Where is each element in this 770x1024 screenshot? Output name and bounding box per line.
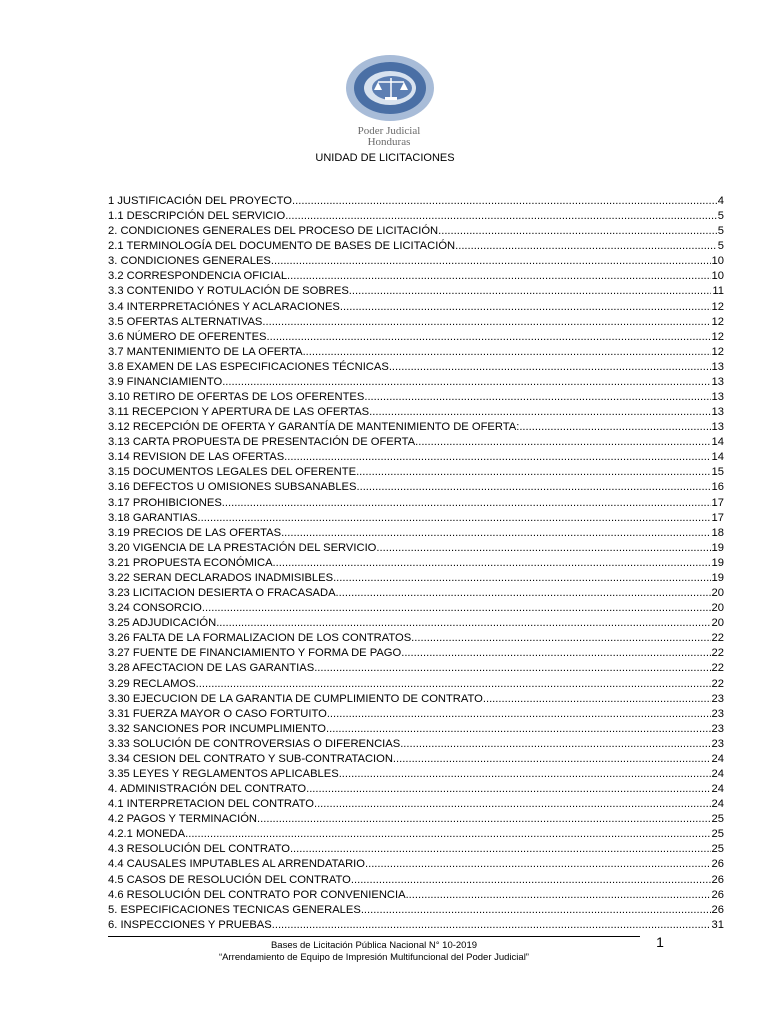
toc-entry-page: 19 bbox=[711, 541, 724, 554]
logo-text-line1: Poder Judicial bbox=[357, 125, 421, 137]
toc-entry-title: 3.33 SOLUCIÓN DE CONTROVERSIAS O DIFERENCIAS bbox=[108, 737, 401, 750]
toc-dot-leader bbox=[222, 496, 711, 511]
toc-entry[interactable] bbox=[108, 269, 724, 284]
toc-entry[interactable] bbox=[108, 465, 724, 480]
page-number: 1 bbox=[656, 934, 664, 950]
toc-entry-title: 3.2 CORRESPONDENCIA OFICIAL bbox=[108, 270, 288, 283]
toc-dot-leader bbox=[262, 315, 710, 330]
toc-entry-title: 4.5 CASOS DE RESOLUCIÓN DEL CONTRATO bbox=[108, 873, 351, 886]
toc-entry[interactable] bbox=[108, 284, 724, 299]
toc-dot-leader bbox=[285, 209, 717, 224]
toc-entry-title: 3.18 GARANTIAS bbox=[108, 511, 198, 524]
toc-entry-title: 2.1 TERMINOLOGÍA DEL DOCUMENTO DE BASES DE LICITACIÓN bbox=[108, 240, 456, 253]
toc-dot-leader bbox=[287, 269, 711, 284]
toc-entry-title: 3.7 MANTENIMIENTO DE LA OFERTA bbox=[108, 345, 303, 358]
toc-entry-title: 3.28 AFECTACION DE LAS GARANTIAS bbox=[108, 662, 315, 675]
toc-dot-leader bbox=[400, 737, 710, 752]
toc-dot-leader bbox=[411, 631, 710, 646]
toc-entry-page: 24 bbox=[711, 783, 724, 796]
toc-dot-leader bbox=[222, 375, 710, 390]
toc-entry-title: 3. CONDICIONES GENERALES bbox=[108, 255, 271, 268]
toc-entry-title: 3.15 DOCUMENTOS LEGALES DEL OFERENTE bbox=[108, 466, 357, 479]
toc-entry[interactable] bbox=[108, 707, 724, 722]
toc-entry-page: 24 bbox=[711, 798, 724, 811]
toc-entry-page: 20 bbox=[711, 617, 724, 630]
toc-dot-leader bbox=[356, 480, 710, 495]
footer-line-2: “Arrendamiento de Equipo de Impresión Multifuncional del Poder Judicial” bbox=[219, 952, 529, 963]
toc-entry-page: 19 bbox=[711, 571, 724, 584]
toc-entry-page: 11 bbox=[712, 285, 724, 298]
toc-entry[interactable] bbox=[108, 857, 724, 872]
toc-dot-leader bbox=[290, 842, 711, 857]
toc-entry-title: 3.16 DEFECTOS U OMISIONES SUBSANABLES bbox=[108, 481, 357, 494]
toc-entry-page: 13 bbox=[711, 406, 724, 419]
toc-entry[interactable] bbox=[108, 782, 724, 797]
toc-entry-title: 3.32 SANCIONES POR INCUMPLIMIENTO bbox=[108, 722, 326, 735]
toc-entry-page: 25 bbox=[711, 843, 724, 856]
toc-entry-page: 10 bbox=[711, 255, 724, 268]
toc-dot-leader bbox=[339, 767, 711, 782]
toc-entry[interactable] bbox=[108, 224, 724, 239]
footer-divider bbox=[108, 936, 640, 937]
toc-entry-title: 1.1 DESCRIPCIÓN DEL SERVICIO bbox=[108, 210, 286, 223]
toc-entry-title: 3.6 NÚMERO DE OFERENTES bbox=[108, 330, 267, 343]
judicial-seal-icon bbox=[340, 48, 440, 128]
toc-entry-title: 1 JUSTIFICACIÓN DEL PROYECTO bbox=[108, 195, 293, 207]
toc-dot-leader bbox=[284, 450, 710, 465]
toc-entry-page: 12 bbox=[711, 345, 724, 358]
toc-dot-leader bbox=[198, 511, 711, 526]
toc-entry[interactable] bbox=[108, 646, 724, 661]
toc-entry-title: 5. ESPECIFICACIONES TECNICAS GENERALES bbox=[108, 903, 361, 916]
toc-entry-page: 15 bbox=[711, 466, 724, 479]
unit-title: UNIDAD DE LICITACIONES bbox=[315, 152, 455, 164]
toc-dot-leader bbox=[202, 601, 711, 616]
toc-entry-page: 13 bbox=[711, 360, 724, 373]
toc-entry[interactable] bbox=[108, 661, 724, 676]
toc-entry[interactable] bbox=[108, 330, 724, 345]
toc-dot-leader bbox=[351, 873, 711, 888]
toc-entry[interactable] bbox=[108, 209, 724, 224]
toc-entry[interactable] bbox=[108, 375, 724, 390]
toc-dot-leader bbox=[303, 345, 711, 360]
toc-entry-page: 23 bbox=[711, 707, 724, 720]
toc-entry-title: 3.12 RECEPCIÓN DE OFERTA Y GARANTÍA DE MANTENIMIENTO DE OFERTA: bbox=[108, 421, 520, 434]
toc-entry-title: 3.9 FINANCIAMIENTO bbox=[108, 375, 223, 388]
toc-entry-page: 14 bbox=[711, 451, 724, 464]
toc-dot-leader bbox=[216, 616, 710, 631]
toc-entry-page: 26 bbox=[711, 858, 724, 871]
toc-entry[interactable] bbox=[108, 601, 724, 616]
toc-entry[interactable] bbox=[108, 616, 724, 631]
toc-entry-title: 3.14 REVISION DE LAS OFERTAS bbox=[108, 451, 285, 464]
toc-entry[interactable] bbox=[108, 571, 724, 586]
toc-entry-title: 4.6 RESOLUCIÓN DEL CONTRATO POR CONVENIENCIA bbox=[108, 888, 406, 901]
toc-entry-page: 22 bbox=[711, 662, 724, 675]
toc-dot-leader bbox=[389, 360, 711, 375]
toc-entry[interactable] bbox=[108, 631, 724, 646]
toc-entry-page: 17 bbox=[711, 496, 724, 509]
toc-entry-page: 12 bbox=[711, 315, 724, 328]
toc-dot-leader bbox=[306, 782, 710, 797]
toc-dot-leader bbox=[271, 254, 711, 269]
toc-entry[interactable] bbox=[108, 842, 724, 857]
toc-entry[interactable] bbox=[108, 315, 724, 330]
toc-entry-title: 3.13 CARTA PROPUESTA DE PRESENTACIÓN DE OFERTA bbox=[108, 436, 416, 449]
toc-entry[interactable] bbox=[108, 827, 724, 842]
toc-dot-leader bbox=[185, 827, 710, 842]
toc-entry-page: 23 bbox=[711, 722, 724, 735]
toc-dot-leader bbox=[314, 661, 710, 676]
toc-dot-leader bbox=[365, 857, 711, 872]
toc-entry[interactable] bbox=[108, 586, 724, 601]
toc-dot-leader bbox=[364, 390, 710, 405]
toc-entry-title: 3.29 RECLAMOS bbox=[108, 677, 196, 690]
toc-entry-title: 3.8 EXAMEN DE LAS ESPECIFICACIONES TÉCNICAS bbox=[108, 360, 389, 373]
toc-entry[interactable] bbox=[108, 918, 724, 933]
toc-entry-title: 3.24 CONSORCIO bbox=[108, 602, 202, 615]
toc-entry-title: 3.27 FUENTE DE FINANCIAMIENTO Y FORMA DE PAGO bbox=[108, 647, 402, 660]
toc-entry[interactable] bbox=[108, 692, 724, 707]
toc-dot-leader bbox=[292, 194, 717, 209]
toc-entry-title: 2. CONDICIONES GENERALES DEL PROCESO DE LICITACIÓN bbox=[108, 225, 439, 238]
toc-dot-leader bbox=[519, 420, 710, 435]
toc-entry[interactable] bbox=[108, 420, 724, 435]
toc-entry-title: 3.17 PROHIBICIONES bbox=[108, 496, 222, 509]
toc-dot-leader bbox=[314, 797, 711, 812]
toc-dot-leader bbox=[196, 677, 711, 692]
toc-entry-title: 3.20 VIGENCIA DE LA PRESTACIÓN DEL SERVICIO bbox=[108, 541, 377, 554]
toc-entry[interactable] bbox=[108, 435, 724, 450]
toc-dot-leader bbox=[273, 556, 711, 571]
toc-entry-title: 3.26 FALTA DE LA FORMALIZACION DE LOS CONTRATOS bbox=[108, 632, 412, 645]
toc-entry-title: 4.1 INTERPRETACION DEL CONTRATO bbox=[108, 798, 314, 811]
toc-entry-page: 12 bbox=[711, 330, 724, 343]
toc-dot-leader bbox=[406, 888, 711, 903]
toc-entry-title: 3.34 CESION DEL CONTRATO Y SUB-CONTRATACION bbox=[108, 752, 393, 765]
toc-entry-page: 13 bbox=[711, 375, 724, 388]
toc-dot-leader bbox=[369, 405, 710, 420]
logo-text bbox=[300, 126, 478, 148]
toc-entry-page: 16 bbox=[711, 481, 724, 494]
toc-entry-page: 26 bbox=[711, 903, 724, 916]
toc-entry[interactable] bbox=[108, 873, 724, 888]
toc-entry[interactable] bbox=[108, 450, 724, 465]
toc-dot-leader bbox=[455, 239, 717, 254]
toc-entry[interactable] bbox=[108, 480, 724, 495]
toc-entry[interactable] bbox=[108, 405, 724, 420]
toc-entry-page: 18 bbox=[711, 526, 724, 539]
toc-entry-title: 3.22 SERAN DECLARADOS INADMISIBLES bbox=[108, 571, 334, 584]
toc-entry-page: 12 bbox=[711, 300, 724, 313]
footer-line-1: Bases de Licitación Pública Nacional N° 10-2019 bbox=[270, 940, 478, 951]
toc-dot-leader bbox=[356, 465, 710, 480]
toc-entry[interactable] bbox=[108, 677, 724, 692]
toc-entry[interactable] bbox=[108, 556, 724, 571]
toc-dot-leader bbox=[327, 707, 711, 722]
toc-entry-title: 4.2 PAGOS Y TERMINACIÓN bbox=[108, 813, 258, 826]
toc-entry-title: 3.21 PROPUESTA ECONÓMICA bbox=[108, 556, 273, 569]
toc-entry-title: 3.4 INTERPRETACIÓNES Y ACLARACIONES bbox=[108, 300, 340, 313]
toc-dot-leader bbox=[336, 586, 711, 601]
toc-entry[interactable] bbox=[108, 360, 724, 375]
toc-entry[interactable] bbox=[108, 254, 724, 269]
toc-entry[interactable] bbox=[108, 812, 724, 827]
toc-entry-page: 22 bbox=[711, 647, 724, 660]
toc-entry[interactable] bbox=[108, 888, 724, 903]
toc-entry-page: 13 bbox=[711, 421, 724, 434]
toc-dot-leader bbox=[483, 692, 711, 707]
toc-entry-title: 6. INSPECCIONES Y PRUEBAS bbox=[108, 918, 272, 931]
toc-entry-page: 20 bbox=[711, 587, 724, 600]
toc-entry[interactable] bbox=[108, 767, 724, 782]
toc-dot-leader bbox=[281, 526, 710, 541]
toc-entry-page: 31 bbox=[711, 918, 724, 931]
toc-entry-title: 3.3 CONTENIDO Y ROTULACIÓN DE SOBRES bbox=[108, 285, 349, 298]
toc-entry-page: 23 bbox=[711, 737, 724, 750]
toc-entry-page: 13 bbox=[711, 391, 724, 404]
toc-dot-leader bbox=[257, 812, 711, 827]
toc-entry-title: 3.31 FUERZA MAYOR O CASO FORTUITO bbox=[108, 707, 327, 720]
toc-entry-page: 23 bbox=[711, 692, 724, 705]
toc-entry[interactable] bbox=[108, 797, 724, 812]
toc-dot-leader bbox=[401, 646, 710, 661]
toc-entry-title: 4.2.1 MONEDA bbox=[108, 828, 186, 841]
toc-entry-title: 3.19 PRECIOS DE LAS OFERTAS bbox=[108, 526, 282, 539]
toc-entry-title: 3.35 LEYES Y REGLAMENTOS APLICABLES bbox=[108, 767, 339, 780]
toc-dot-leader bbox=[415, 435, 710, 450]
toc-dot-leader bbox=[349, 284, 712, 299]
toc-entry[interactable] bbox=[108, 526, 724, 541]
toc-dot-leader bbox=[267, 330, 711, 345]
toc-dot-leader bbox=[326, 722, 711, 737]
table-of-contents bbox=[108, 194, 724, 933]
toc-entry-page: 10 bbox=[711, 270, 724, 283]
toc-entry-page: 22 bbox=[711, 677, 724, 690]
toc-entry-title: 3.10 RETIRO DE OFERTAS DE LOS OFERENTES bbox=[108, 391, 365, 404]
toc-entry-title: 3.5 OFERTAS ALTERNATIVAS bbox=[108, 315, 263, 328]
toc-dot-leader bbox=[438, 224, 717, 239]
toc-entry-page: 14 bbox=[711, 436, 724, 449]
toc-entry-page: 5 bbox=[717, 240, 724, 253]
toc-entry[interactable] bbox=[108, 300, 724, 315]
toc-entry[interactable] bbox=[108, 496, 724, 511]
toc-dot-leader bbox=[393, 752, 711, 767]
toc-entry-page: 24 bbox=[711, 752, 724, 765]
toc-entry-page: 25 bbox=[711, 828, 724, 841]
toc-entry-title: 3.30 EJECUCION DE LA GARANTIA DE CUMPLIMIENTO DE CONTRATO bbox=[108, 692, 483, 705]
toc-entry-page: 5 bbox=[717, 225, 724, 238]
toc-entry[interactable] bbox=[108, 752, 724, 767]
toc-entry[interactable] bbox=[108, 194, 724, 209]
logo-text-line2: Honduras bbox=[367, 136, 411, 148]
toc-entry-page: 24 bbox=[711, 767, 724, 780]
toc-entry-title: 3.23 LICITACION DESIERTA O FRACASADA bbox=[108, 587, 336, 600]
toc-dot-leader bbox=[361, 903, 711, 918]
toc-entry[interactable] bbox=[108, 345, 724, 360]
toc-entry-title: 3.11 RECEPCION Y APERTURA DE LAS OFERTAS bbox=[108, 406, 370, 419]
toc-entry-page: 26 bbox=[711, 888, 724, 901]
toc-entry-page: 19 bbox=[711, 556, 724, 569]
toc-entry-page: 26 bbox=[711, 873, 724, 886]
toc-entry-page: 20 bbox=[711, 602, 724, 615]
toc-dot-leader bbox=[340, 300, 711, 315]
toc-entry-page: 17 bbox=[711, 511, 724, 524]
toc-entry-title: 3.25 ADJUDICACIÓN bbox=[108, 617, 217, 630]
toc-dot-leader bbox=[272, 918, 711, 933]
toc-dot-leader bbox=[333, 571, 710, 586]
toc-entry-page: 4 bbox=[717, 195, 724, 207]
toc-entry[interactable] bbox=[108, 722, 724, 737]
toc-entry-page: 22 bbox=[711, 632, 724, 645]
toc-entry-page: 5 bbox=[717, 210, 724, 223]
toc-entry[interactable] bbox=[108, 541, 724, 556]
toc-entry[interactable] bbox=[108, 390, 724, 405]
toc-entry-title: 4. ADMINISTRACIÓN DEL CONTRATO bbox=[108, 783, 307, 796]
toc-entry[interactable] bbox=[108, 511, 724, 526]
toc-dot-leader bbox=[376, 541, 710, 556]
toc-entry[interactable] bbox=[108, 239, 724, 254]
toc-entry-page: 25 bbox=[711, 813, 724, 826]
toc-entry-title: 4.3 RESOLUCIÓN DEL CONTRATO bbox=[108, 843, 290, 856]
toc-entry-title: 4.4 CAUSALES IMPUTABLES AL ARRENDATARIO bbox=[108, 858, 365, 871]
toc-entry[interactable] bbox=[108, 903, 724, 918]
toc-entry[interactable] bbox=[108, 737, 724, 752]
